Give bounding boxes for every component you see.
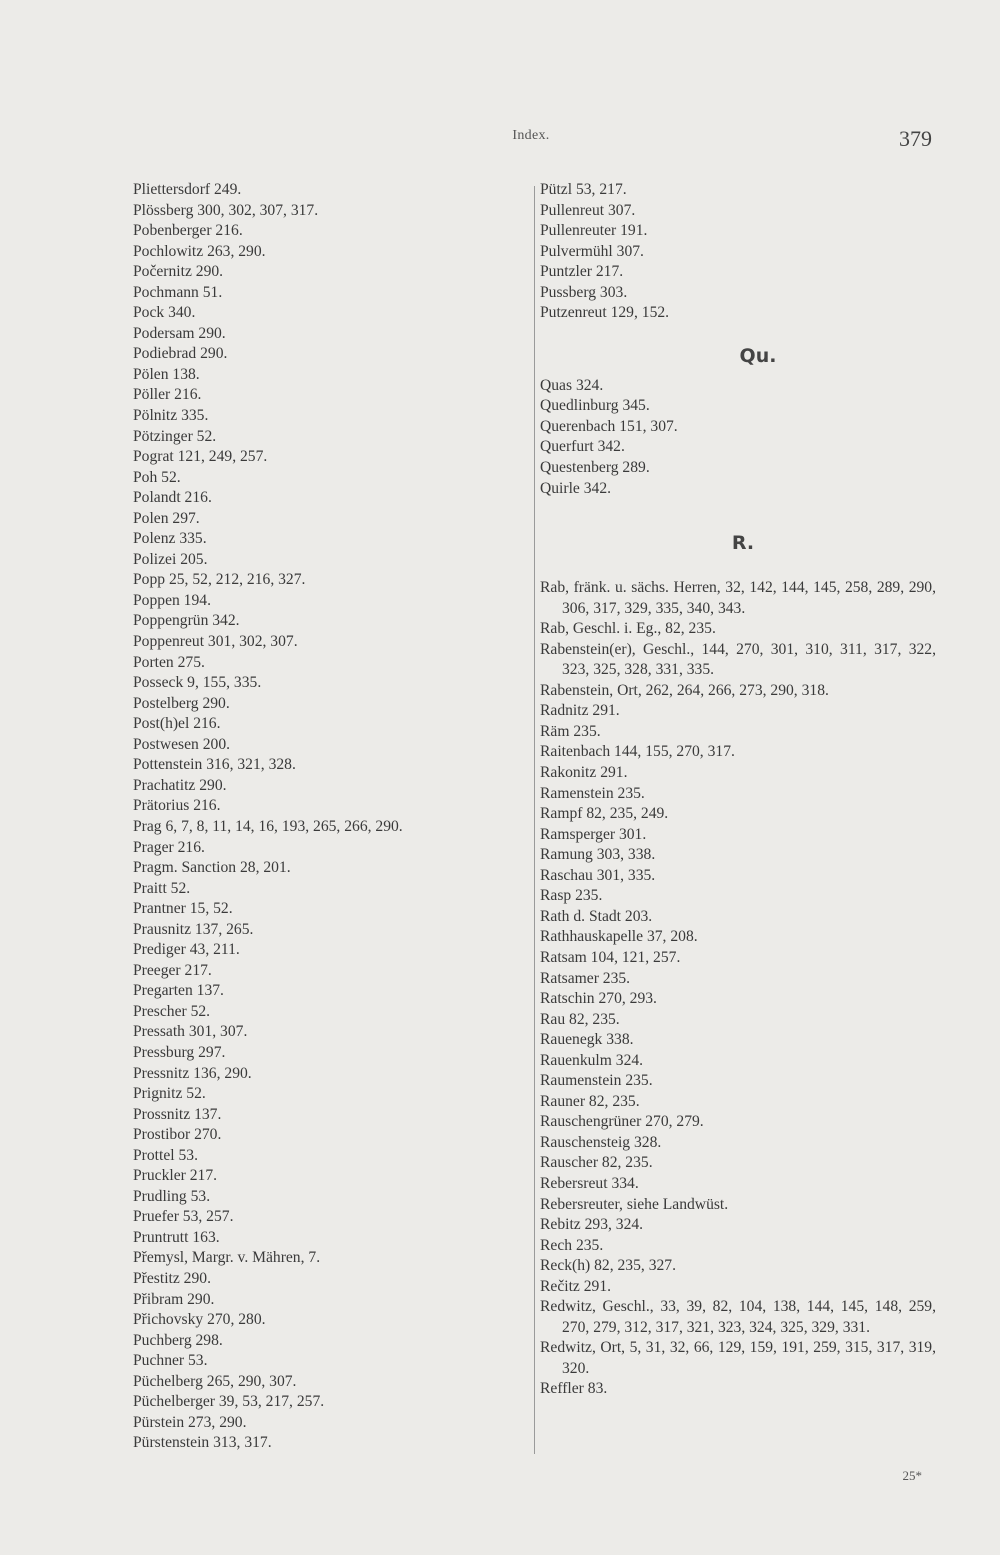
index-entry: Quedlinburg 345. <box>540 397 650 415</box>
index-entry: Prostibor 270. <box>133 1126 222 1144</box>
index-entry: Polen 297. <box>133 509 200 527</box>
index-entry: Pöller 216. <box>133 386 202 404</box>
index-entry: Rebersreut 334. <box>540 1174 639 1192</box>
index-entry: Pragm. Sanction 28, 201. <box>133 859 291 877</box>
index-entry: Pürstenstein 313, 317. <box>133 1434 272 1452</box>
index-entry: Pottenstein 316, 321, 328. <box>133 756 296 774</box>
index-entry: Rauschensteig 328. <box>540 1133 662 1151</box>
index-entry: Poppenreut 301, 302, 307. <box>133 633 298 651</box>
index-entry: Ratsamer 235. <box>540 969 631 987</box>
index-entry: Rathhauskapelle 37, 208. <box>540 928 698 946</box>
index-entry: Ratsam 104, 121, 257. <box>540 948 681 966</box>
index-entry: Prossnitz 137. <box>133 1105 222 1123</box>
section-heading-r: R. <box>731 532 755 555</box>
index-entry: Püchelberg 265, 290, 307. <box>133 1372 297 1390</box>
index-entry: Porten 275. <box>133 653 205 671</box>
index-entry: Pullenreuter 191. <box>540 222 648 240</box>
index-entry: Přichovsky 270, 280. <box>133 1311 266 1329</box>
index-entry: Rampf 82, 235, 249. <box>540 805 669 823</box>
index-entry: Pürstein 273, 290. <box>133 1413 247 1431</box>
index-entry: Podiebrad 290. <box>133 345 228 363</box>
index-entry: Räm 235. <box>540 722 601 740</box>
index-entry: Raumenstein 235. <box>540 1072 653 1090</box>
index-entry: Pregarten 137. <box>133 982 224 1000</box>
index-entry: Raschau 301, 335. <box>540 866 656 884</box>
index-entry: Pressnitz 136, 290. <box>133 1064 252 1082</box>
index-entry: Querfurt 342. <box>540 438 625 456</box>
index-entry: Prottel 53. <box>133 1146 198 1164</box>
index-entry: Prag 6, 7, 8, 11, 14, 16, 193, 265, 266, 290. <box>133 817 403 835</box>
index-entry: Popp 25, 52, 212, 216, 327. <box>133 571 306 589</box>
index-entry: Pochmann 51. <box>133 283 223 301</box>
index-entry: Pliettersdorf 249. <box>133 181 242 198</box>
index-entry: Pock 340. <box>133 304 196 322</box>
index-entry: Prätorius 216. <box>133 797 221 815</box>
index-entry: Poppengrün 342. <box>133 612 240 630</box>
index-entry: Rab, Geschl. i. Eg., 82, 235. <box>540 620 716 638</box>
index-entry: Redwitz, Geschl., 33, 39, 82, 104, 138, 144, 145, 148, 259, 270, 279, 312, 317, 321, 323, 324, 325, 329, 331. <box>540 1298 936 1336</box>
index-entry: Přestitz 290. <box>133 1269 211 1287</box>
index-entry: Rauner 82, 235. <box>540 1092 640 1110</box>
index-entry: Reffler 83. <box>540 1380 608 1398</box>
index-entry: Prudling 53. <box>133 1187 211 1205</box>
index-entry: Pograt 121, 249, 257. <box>133 448 268 466</box>
index-entry: Post(h)el 216. <box>133 715 221 733</box>
index-entry: Rath d. Stadt 203. <box>540 907 653 925</box>
page-number: 379 <box>899 126 932 151</box>
index-entry: Questenberg 289. <box>540 459 650 477</box>
index-entry: Radnitz 291. <box>540 702 620 720</box>
index-entry: Raitenbach 144, 155, 270, 317. <box>540 743 735 761</box>
index-entry: Rauenkulm 324. <box>540 1051 644 1069</box>
index-column-right <box>540 180 936 1400</box>
signature-mark: 25* <box>902 1468 922 1483</box>
index-entry: Pochlowitz 263, 290. <box>133 242 266 260</box>
index-entry: Prantner 15, 52. <box>133 900 233 918</box>
index-entry: Prignitz 52. <box>133 1085 206 1103</box>
index-entry: Rebersreuter, siehe Landwüst. <box>540 1195 729 1213</box>
index-entry: Postelberg 290. <box>133 694 230 712</box>
index-entry: Pussberg 303. <box>540 283 628 301</box>
index-entry: Rauscher 82, 235. <box>540 1154 653 1172</box>
p-entries-continued <box>540 180 936 324</box>
index-entry: Püchelberger 39, 53, 217, 257. <box>133 1393 325 1411</box>
index-entry: Plössberg 300, 302, 307, 317. <box>133 201 319 219</box>
index-entry: Ramsperger 301. <box>540 825 647 843</box>
index-entry: Postwesen 200. <box>133 735 231 753</box>
index-entry: Rebitz 293, 324. <box>540 1216 644 1234</box>
index-entry: Pölen 138. <box>133 365 200 383</box>
index-entry: Polizei 205. <box>133 550 208 568</box>
index-entry: Rasp 235. <box>540 887 603 905</box>
index-column-left <box>133 180 529 1454</box>
index-entry: Posseck 9, 155, 335. <box>133 674 262 692</box>
index-entry: Poh 52. <box>133 468 181 486</box>
index-entry: Putzenreut 129, 152. <box>540 304 670 322</box>
index-entry: Preeger 217. <box>133 961 212 979</box>
index-entry: Praitt 52. <box>133 879 191 897</box>
index-entry: Rauenegk 338. <box>540 1031 634 1049</box>
index-entry: Poppen 194. <box>133 591 211 609</box>
index-entry: Pulvermühl 307. <box>540 242 644 260</box>
index-entry: Quirle 342. <box>540 479 612 497</box>
index-entry: Pobenberger 216. <box>133 222 243 240</box>
index-entry: Reck(h) 82, 235, 327. <box>540 1257 676 1275</box>
index-entry: Pruefer 53, 257. <box>133 1208 234 1226</box>
index-entry: Rauschengrüner 270, 279. <box>540 1113 704 1131</box>
index-entry: Pützl 53, 217. <box>540 181 627 198</box>
index-entry: Puntzler 217. <box>540 263 624 281</box>
index-entry: Quas 324. <box>540 376 604 394</box>
index-entry: Počernitz 290. <box>133 263 224 281</box>
index-entry: Rečitz 291. <box>540 1277 612 1295</box>
index-entry: Prescher 52. <box>133 1002 211 1020</box>
section-heading-qu: Qu. <box>739 344 777 367</box>
index-entry: Polandt 216. <box>133 489 212 507</box>
index-entry: Rakonitz 291. <box>540 764 628 782</box>
index-entry: Prachatitz 290. <box>133 776 227 794</box>
index-entry: Podersam 290. <box>133 324 226 342</box>
index-entry: Redwitz, Ort, 5, 31, 32, 66, 129, 159, 191, 259, 315, 317, 319, 320. <box>540 1339 936 1377</box>
index-entry: Rab, fränk. u. sächs. Herren, 32, 142, 144, 145, 258, 289, 290, 306, 317, 329, 335, 340, 343. <box>540 579 936 617</box>
index-entry: Querenbach 151, 307. <box>540 417 678 435</box>
qu-entries <box>540 376 936 499</box>
index-entry: Prager 216. <box>133 838 205 856</box>
index-entry: Polenz 335. <box>133 530 207 548</box>
index-entry: Ratschin 270, 293. <box>540 990 657 1008</box>
index-entry: Pötzinger 52. <box>133 427 217 445</box>
index-entry: Přibram 290. <box>133 1290 215 1308</box>
index-entry: Přemysl, Margr. v. Mähren, 7. <box>133 1249 321 1267</box>
index-entry: Rech 235. <box>540 1236 604 1254</box>
index-entry: Ramung 303, 338. <box>540 846 656 864</box>
index-entry: Ramenstein 235. <box>540 784 645 802</box>
index-entry: Prausnitz 137, 265. <box>133 920 254 938</box>
r-entries <box>540 578 936 1400</box>
index-entry: Pressath 301, 307. <box>133 1023 248 1041</box>
index-entry: Pressburg 297. <box>133 1043 226 1061</box>
index-entry: Prediger 43, 211. <box>133 941 240 959</box>
index-entry: Rau 82, 235. <box>540 1010 620 1028</box>
column-divider <box>534 186 535 1454</box>
index-entry: Rabenstein, Ort, 262, 264, 266, 273, 290, 318. <box>540 681 829 699</box>
index-entry: Pruckler 217. <box>133 1167 218 1185</box>
running-header: Index. <box>512 128 550 143</box>
index-entry: Pullenreut 307. <box>540 201 636 219</box>
index-entry: Rabenstein(er), Geschl., 144, 270, 301, 310, 311, 317, 322, 323, 325, 328, 331, 335. <box>540 640 936 679</box>
index-entry: Pölnitz 335. <box>133 407 209 425</box>
index-entry: Pruntrutt 163. <box>133 1228 220 1246</box>
index-entry: Puchberg 298. <box>133 1331 223 1349</box>
index-entry: Puchner 53. <box>133 1352 208 1370</box>
